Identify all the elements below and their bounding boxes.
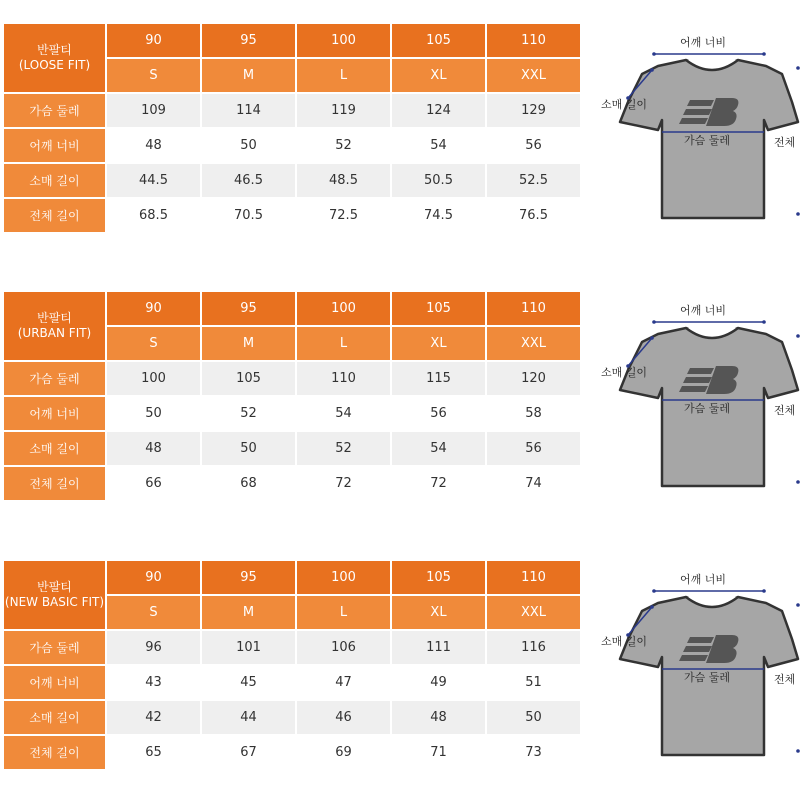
fit-name: 반팔티 [37, 580, 72, 594]
cell-value: 56 [487, 129, 580, 162]
fit-header [4, 24, 105, 92]
cell-value: 72.5 [297, 199, 390, 232]
size-label-header: S [107, 327, 200, 360]
cell-value: 56 [392, 397, 485, 430]
cell-value: 120 [487, 362, 580, 395]
size-label-header: M [202, 327, 295, 360]
table-row-total [4, 736, 580, 769]
size-num-header: 110 [487, 24, 580, 57]
cell-value: 47 [297, 666, 390, 699]
sleeve-length-label: 소매 길이 [601, 635, 648, 648]
cell-value: 71 [392, 736, 485, 769]
cell-value: 44.5 [107, 164, 200, 197]
size-block-new-basic [0, 559, 800, 771]
cell-value: 54 [392, 432, 485, 465]
row-label: 소매 길이 [4, 164, 105, 197]
table-row-chest [4, 94, 580, 127]
size-label-header: L [297, 596, 390, 629]
table-row-total [4, 199, 580, 232]
row-label: 전체 길이 [4, 467, 105, 500]
cell-value: 69 [297, 736, 390, 769]
size-num-header: 95 [202, 561, 295, 594]
fit-type: (URBAN FIT) [17, 326, 92, 340]
tshirt-diagram [598, 22, 800, 234]
size-num-header: 100 [297, 561, 390, 594]
sleeve-length-label: 소매 길이 [601, 366, 648, 379]
table-row-shoulder [4, 666, 580, 699]
cell-value: 52.5 [487, 164, 580, 197]
cell-value: 48.5 [297, 164, 390, 197]
cell-value: 43 [107, 666, 200, 699]
size-label-header: XL [392, 596, 485, 629]
size-num-header: 105 [392, 24, 485, 57]
row-label: 가슴 둘레 [4, 631, 105, 664]
fit-name: 반팔티 [37, 43, 72, 57]
cell-value: 54 [392, 129, 485, 162]
size-table [2, 290, 582, 502]
shoulder-width-label: 어깨 너비 [680, 304, 727, 317]
cell-value: 50 [202, 129, 295, 162]
size-block-urban [0, 290, 800, 502]
cell-value: 42 [107, 701, 200, 734]
chest-label: 가슴 둘레 [684, 134, 731, 147]
tshirt-diagram-icon [598, 290, 800, 502]
size-num-header: 110 [487, 561, 580, 594]
size-label-header: XL [392, 59, 485, 92]
chest-label: 가슴 둘레 [684, 402, 731, 415]
cell-value: 44 [202, 701, 295, 734]
fit-header [4, 561, 105, 629]
size-label-header: L [297, 327, 390, 360]
cell-value: 70.5 [202, 199, 295, 232]
size-num-header: 105 [392, 561, 485, 594]
size-label-header: XXL [487, 327, 580, 360]
cell-value: 74 [487, 467, 580, 500]
cell-value: 46 [297, 701, 390, 734]
table-row-shoulder [4, 397, 580, 430]
cell-value: 49 [392, 666, 485, 699]
size-label-header: M [202, 59, 295, 92]
cell-value: 116 [487, 631, 580, 664]
cell-value: 110 [297, 362, 390, 395]
table-row-shoulder [4, 129, 580, 162]
cell-value: 46.5 [202, 164, 295, 197]
cell-value: 52 [297, 432, 390, 465]
size-num-header: 95 [202, 24, 295, 57]
row-label: 가슴 둘레 [4, 362, 105, 395]
total-length-label: 전체 [774, 673, 796, 686]
row-label: 어깨 너비 [4, 397, 105, 430]
table-row-total [4, 467, 580, 500]
cell-value: 67 [202, 736, 295, 769]
size-label-header: S [107, 596, 200, 629]
cell-value: 54 [297, 397, 390, 430]
cell-value: 111 [392, 631, 485, 664]
cell-value: 96 [107, 631, 200, 664]
sleeve-length-label: 소매 길이 [601, 98, 648, 111]
size-num-header: 100 [297, 292, 390, 325]
cell-value: 76.5 [487, 199, 580, 232]
cell-value: 100 [107, 362, 200, 395]
cell-value: 45 [202, 666, 295, 699]
row-label: 전체 길이 [4, 736, 105, 769]
fit-name: 반팔티 [37, 311, 72, 325]
cell-value: 68 [202, 467, 295, 500]
size-table [2, 559, 582, 771]
table-row-sleeve [4, 432, 580, 465]
tshirt-diagram-icon [598, 559, 800, 771]
cell-value: 72 [297, 467, 390, 500]
size-num-header: 95 [202, 292, 295, 325]
size-block-loose [0, 22, 800, 234]
row-label: 소매 길이 [4, 701, 105, 734]
cell-value: 68.5 [107, 199, 200, 232]
cell-value: 73 [487, 736, 580, 769]
tshirt-diagram [598, 290, 800, 502]
total-length-label: 전체 [774, 404, 796, 417]
size-table [2, 22, 582, 234]
cell-value: 50.5 [392, 164, 485, 197]
table-row-sleeve [4, 164, 580, 197]
fit-header [4, 292, 105, 360]
table-row-chest [4, 631, 580, 664]
size-num-header: 105 [392, 292, 485, 325]
row-label: 어깨 너비 [4, 129, 105, 162]
size-num-header: 90 [107, 292, 200, 325]
cell-value: 48 [107, 432, 200, 465]
fit-type: (NEW BASIC FIT) [4, 595, 105, 609]
row-label: 소매 길이 [4, 432, 105, 465]
size-label-header: M [202, 596, 295, 629]
shoulder-width-label: 어깨 너비 [680, 36, 727, 49]
chest-label: 가슴 둘레 [684, 671, 731, 684]
cell-value: 129 [487, 94, 580, 127]
size-label-header: XL [392, 327, 485, 360]
fit-type: (LOOSE FIT) [18, 58, 91, 72]
shoulder-width-label: 어깨 너비 [680, 573, 727, 586]
size-label-header: L [297, 59, 390, 92]
cell-value: 106 [297, 631, 390, 664]
cell-value: 48 [392, 701, 485, 734]
cell-value: 105 [202, 362, 295, 395]
cell-value: 72 [392, 467, 485, 500]
cell-value: 119 [297, 94, 390, 127]
size-label-header: XXL [487, 596, 580, 629]
size-num-header: 100 [297, 24, 390, 57]
tshirt-diagram [598, 559, 800, 771]
cell-value: 50 [107, 397, 200, 430]
size-num-header: 90 [107, 24, 200, 57]
cell-value: 101 [202, 631, 295, 664]
cell-value: 52 [202, 397, 295, 430]
cell-value: 109 [107, 94, 200, 127]
cell-value: 50 [487, 701, 580, 734]
cell-value: 74.5 [392, 199, 485, 232]
row-label: 전체 길이 [4, 199, 105, 232]
cell-value: 58 [487, 397, 580, 430]
cell-value: 50 [202, 432, 295, 465]
cell-value: 56 [487, 432, 580, 465]
row-label: 가슴 둘레 [4, 94, 105, 127]
cell-value: 65 [107, 736, 200, 769]
cell-value: 124 [392, 94, 485, 127]
size-label-header: S [107, 59, 200, 92]
cell-value: 66 [107, 467, 200, 500]
cell-value: 115 [392, 362, 485, 395]
cell-value: 48 [107, 129, 200, 162]
size-label-header: XXL [487, 59, 580, 92]
cell-value: 52 [297, 129, 390, 162]
cell-value: 51 [487, 666, 580, 699]
cell-value: 114 [202, 94, 295, 127]
table-row-sleeve [4, 701, 580, 734]
total-length-label: 전체 [774, 136, 796, 149]
size-num-header: 90 [107, 561, 200, 594]
table-row-chest [4, 362, 580, 395]
tshirt-diagram-icon [598, 22, 800, 234]
size-num-header: 110 [487, 292, 580, 325]
row-label: 어깨 너비 [4, 666, 105, 699]
